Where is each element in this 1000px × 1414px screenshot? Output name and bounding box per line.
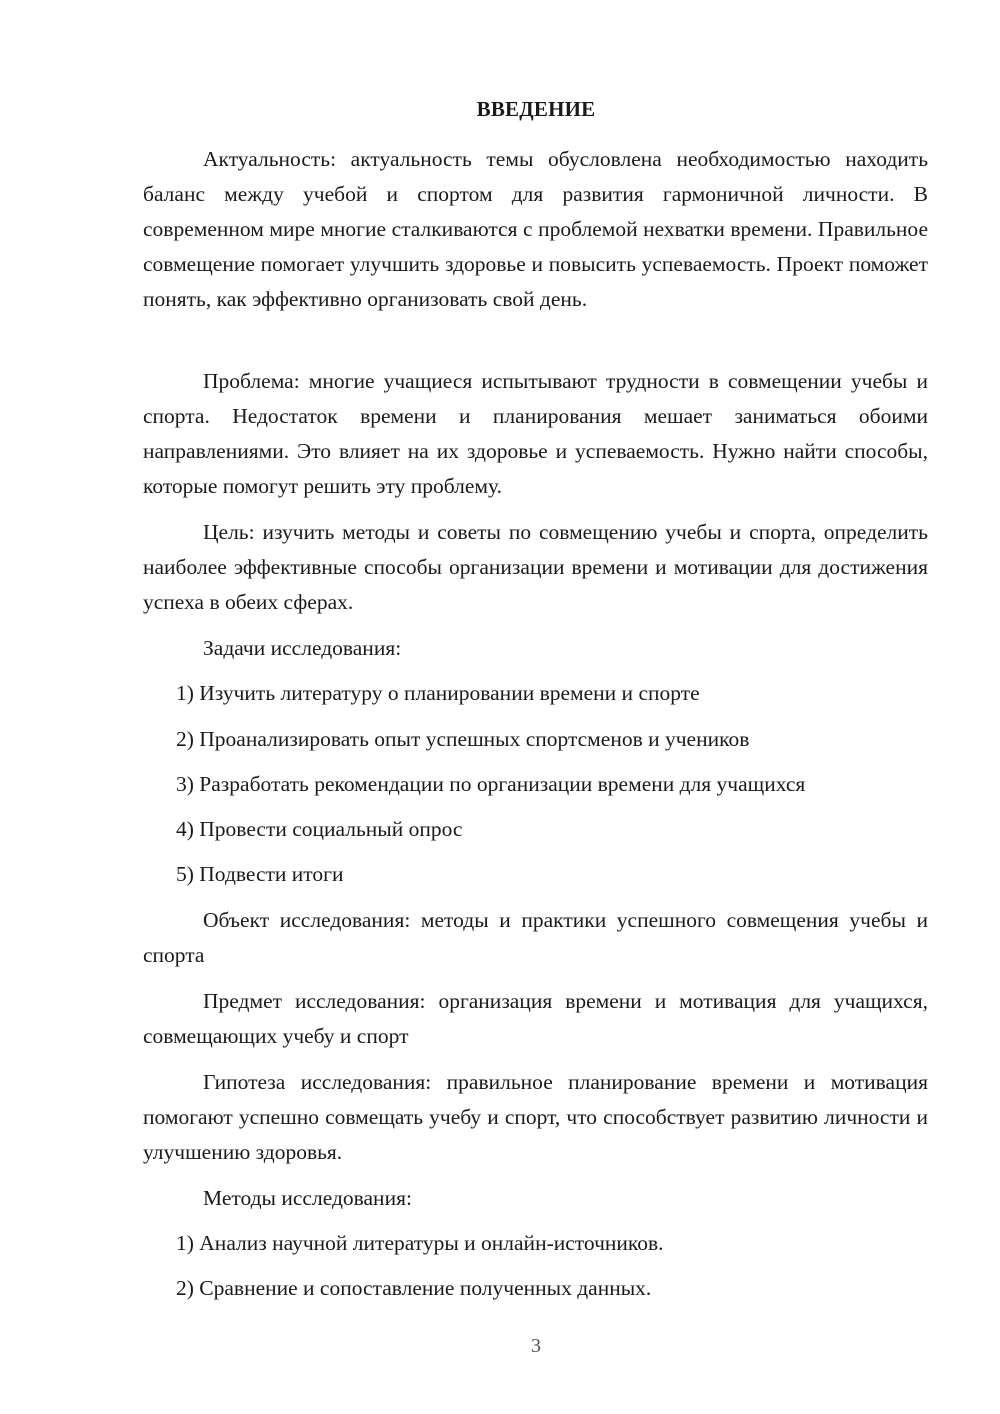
- tasks-heading: Задачи исследования:: [203, 636, 402, 660]
- relevance-paragraph: Актуальность: актуальность темы обусловлена необходимостью находить баланс между учебой и спортом для развития гармоничной личности. В современном мире многие сталкиваются с проблемой нехватки времени. Правильное совмещение помогает улучшить здоровье и повысить успеваемость. Проект поможет понять, как эффективно организовать свой день.: [143, 147, 928, 311]
- problem-paragraph: Проблема: многие учащиеся испытывают трудности в совмещении учебы и спорта. Недостаток времени и планирования мешает заниматься обоими направлениями. Это влияет на их здоровье и успеваемость. Нужно найти способы, которые помогут решить эту проблему.: [143, 369, 928, 498]
- methods-heading: Методы исследования:: [203, 1186, 412, 1210]
- method-item-1: 1) Анализ научной литературы и онлайн-источников.: [176, 1231, 664, 1255]
- task-item-2: 2) Проанализировать опыт успешных спортсменов и учеников: [176, 727, 750, 751]
- task-item-3: 3) Разработать рекомендации по организации времени для учащихся: [176, 772, 806, 796]
- object-paragraph: Объект исследования: методы и практики успешного совмещения учебы и спорта: [143, 908, 928, 967]
- hypothesis-paragraph: Гипотеза исследования: правильное планирование времени и мотивация помогают успешно совмещать учебу и спорт, что способствует развитию личности и улучшению здоровья.: [143, 1070, 928, 1164]
- goal-paragraph: Цель: изучить методы и советы по совмещению учебы и спорта, определить наиболее эффективные способы организации времени и мотивации для достижения успеха в обеих сферах.: [143, 520, 928, 614]
- task-item-4: 4) Провести социальный опрос: [176, 817, 463, 841]
- task-item-5: 5) Подвести итоги: [176, 862, 344, 886]
- page-number: 3: [531, 1335, 541, 1357]
- method-item-2: 2) Сравнение и сопоставление полученных данных.: [176, 1276, 652, 1300]
- subject-paragraph: Предмет исследования: организация времени и мотивация для учащихся, совмещающих учебу и спорт: [143, 989, 928, 1048]
- task-item-1: 1) Изучить литературу о планировании времени и спорте: [176, 681, 700, 705]
- page-title: ВВЕДЕНИЕ: [476, 97, 596, 121]
